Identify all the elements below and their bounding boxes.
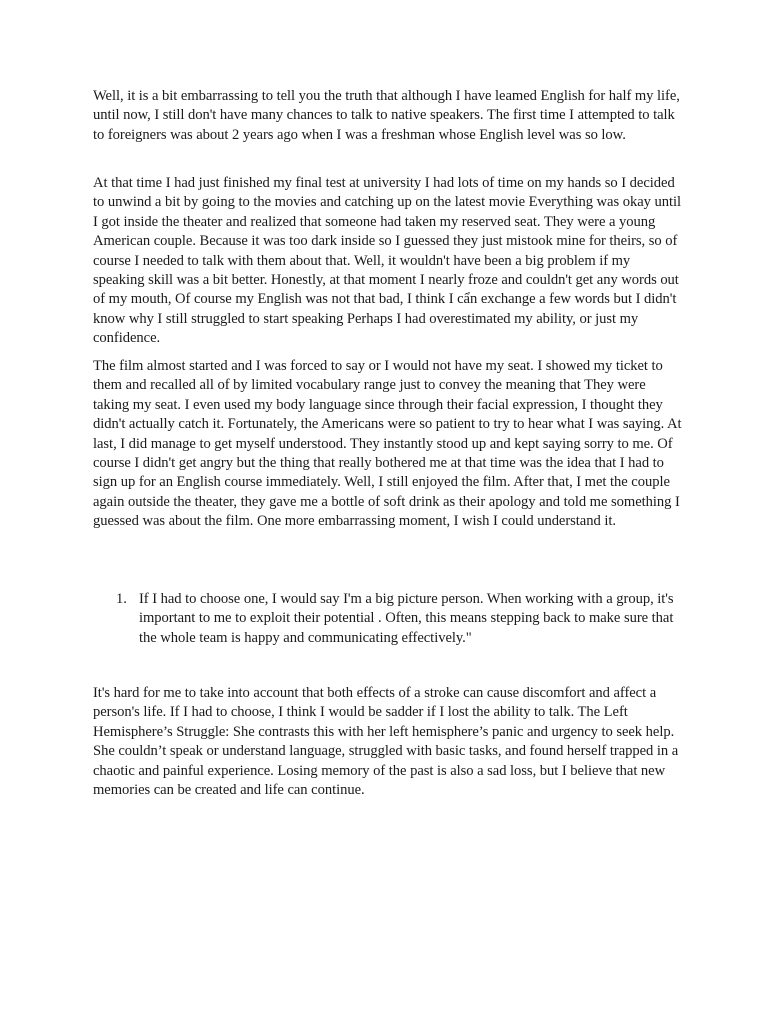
- paragraph-intro: Well, it is a bit embarrassing to tell you the truth that although I have leamed English for half my life, until now, I still don't have many chances to talk to native speakers. The first time I attempted to talk to foreigners was about 2 years ago when I was a freshman whose English level was so low.: [93, 88, 680, 143]
- paragraph-theater-story: At that time I had just finished my final test at university I had lots of time on my hands so I decided to unwind a bit by going to the movies and catching up on the latest movie Everything was okay until I got inside the theater and realized that someone had taken my reserved seat. They were a young American couple. Because it was too dark inside so I guessed they just mistook mine for theirs, so of course I needed to talk with them about that. Well, it wouldn't have been a big problem if my speaking skill was a bit better. Honestly, at that moment I nearly froze and couldn't get any words out of my mouth, Of course my English was not that bad, I think I cẩn exchange a few words but I didn't know why I still struggled to start speaking Perhaps I had overestimated my ability, or just my confidence.: [93, 175, 681, 347]
- paragraph-stroke-essay: It's hard for me to take into account that both effects of a stroke can cause discomfort and affect a person's life. If I had to choose, I think I would be sadder if I lost the ability to talk. The Left Hemisphere’s Struggle: She contrasts this with her left hemisphere’s panic and urgency to seek help. She couldn’t speak or understand language, struggled with basic tasks, and found herself trapped in a chaotic and painful experience. Losing memory of the past is also a sad loss, but I believe that new memories can be created and life can continue.: [93, 685, 679, 799]
- list-item-text: If I had to choose one, I would say I'm a big picture person. When working with a group, it's important to me to exploit their potential . Often, this means stepping back to make sure that the whole team is happy and communicating effectively.": [139, 591, 674, 646]
- paragraph-film-story: The film almost started and I was forced to say or I would not have my seat. I showed my ticket to them and recalled all of by limited vocabulary range just to convey the meaning that They were taking my seat. I even used my body language since through their facial expression, I thought they didn't actually catch it. Fortunately, the Americans were so patient to try to hear what I was saying. At last, I did manage to get myself understood. They instantly stood up and kept saying sorry to me. Of course I didn't get angry but the thing that really bothered me at that time was the idea that I had to sign up for an English course immediately. Well, I still enjoyed the film. After that, I met the couple again outside the theater, they gave me a bottle of soft drink as their apology and told me something I guessed was about the film. One more embarrassing moment, I wish I could understand it.: [93, 358, 682, 530]
- list-item-number: 1.: [116, 591, 127, 607]
- numbered-list: [116, 590, 676, 648]
- list-item: [116, 590, 676, 648]
